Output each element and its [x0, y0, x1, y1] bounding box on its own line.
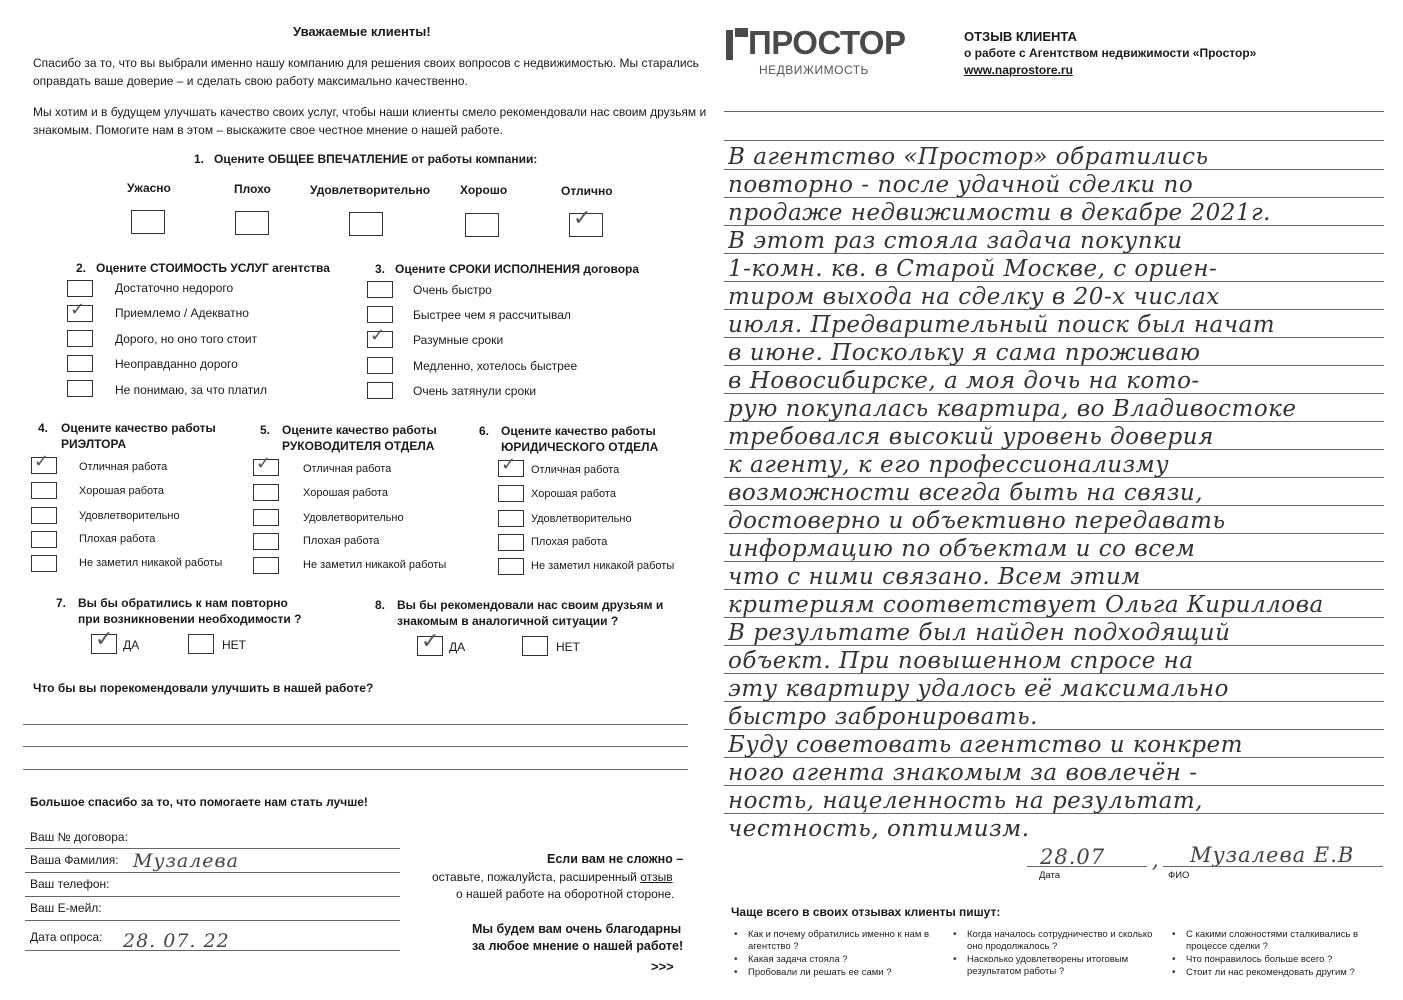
q5-heading-2: РУКОВОДИТЕЛЯ ОТДЕЛА	[282, 439, 435, 453]
q4-checkbox[interactable]	[31, 507, 57, 524]
bullet-icon: •	[1172, 967, 1176, 978]
handwritten-line: В результате был найден подходящий	[728, 622, 1231, 645]
rule-line	[724, 309, 1384, 310]
checkmark-icon: ✓	[421, 629, 440, 654]
q2-checkbox-checked[interactable]	[67, 299, 93, 322]
rule-line	[724, 111, 1384, 112]
handwritten-line: объект. При повышенном спросе на	[728, 650, 1194, 673]
tips-heading: Чаще всего в своих отзывах клиенты пишут:	[731, 905, 1001, 919]
q4-option-label: Плохая работа	[79, 533, 156, 545]
bullet-icon: •	[734, 967, 738, 978]
q1-option-label: Удовлетворительно	[310, 183, 431, 197]
handwritten-line: к агенту, к его профессионализму	[728, 454, 1170, 477]
q2-checkbox[interactable]	[67, 330, 93, 347]
q7-yes-checkbox-checked[interactable]	[91, 627, 117, 654]
q1-checkbox-checked[interactable]	[569, 206, 603, 237]
website-link[interactable]: www.naprostore.ru	[964, 63, 1073, 77]
q6-checkbox[interactable]	[498, 558, 524, 575]
handwritten-line: тиром выхода на сделку в 20-х числах	[728, 286, 1220, 309]
rule-line	[724, 757, 1384, 758]
q3-option-label: Очень затянули сроки	[413, 384, 537, 398]
grateful-text-2: за любое мнение о нашей работе!	[472, 939, 684, 953]
q7-no-label: НЕТ	[222, 638, 246, 652]
q4-option-label: Отличная работа	[79, 461, 168, 473]
checkmark-icon: ✓	[370, 325, 386, 346]
rule-line	[724, 785, 1384, 786]
bullet-icon: •	[1172, 929, 1176, 940]
date-caption: Дата	[1039, 870, 1061, 881]
q5-checkbox[interactable]	[253, 509, 279, 526]
rule-line	[724, 421, 1384, 422]
q3-heading: 3. Оцените СРОКИ ИСПОЛНЕНИЯ договора	[375, 262, 640, 276]
rule-line	[724, 561, 1384, 562]
q5-checkbox[interactable]	[253, 484, 279, 501]
q3-checkbox[interactable]	[367, 357, 393, 374]
rule-line	[724, 701, 1384, 702]
review-fio-value: Музалева Е.В	[1190, 843, 1355, 867]
q4-option-label: Хорошая работа	[79, 485, 164, 497]
review-link[interactable]: отзыв	[640, 870, 673, 884]
checkmark-icon: ✓	[573, 206, 592, 231]
checkmark-icon: ✓	[95, 627, 114, 652]
tip-item: Как и почему обратились именно к нам в агентство ?	[748, 929, 930, 952]
next-arrows-icon: >>>	[651, 959, 674, 974]
intro-text-2b: знакомым. Помогите нам в этом – выскажите свое честное мнение о нашей работе.	[33, 123, 503, 137]
q6-option-label: Отличная работа	[531, 464, 620, 476]
handwritten-line: ность, нацеленность на результат,	[728, 790, 1203, 813]
q2-option-label: Дорого, но оно того стоит	[115, 332, 258, 346]
checkmark-icon: ✓	[501, 454, 517, 475]
q3-option-label: Разумные сроки	[413, 333, 504, 347]
handwritten-line: Буду советовать агентство и конкрет	[728, 734, 1243, 757]
q4-checkbox-checked[interactable]	[31, 451, 57, 474]
rule-line	[724, 393, 1384, 394]
q7-number: 7.	[56, 596, 67, 610]
handwritten-line: информацию по объектам и со всем	[728, 538, 1196, 561]
tip-item: Что понравилось больше всего ?	[1186, 954, 1333, 965]
q6-number: 6.	[479, 424, 490, 438]
q1-checkbox[interactable]	[349, 212, 383, 236]
q6-heading-2: ЮРИДИЧЕСКОГО ОТДЕЛА	[501, 440, 659, 454]
bullet-icon: •	[734, 929, 738, 940]
rule-line	[724, 449, 1384, 450]
handwritten-line: В агентство «Простор» обратились	[728, 146, 1209, 169]
q5-option-label: Отличная работа	[303, 463, 392, 475]
handwritten-line: В этот раз стояла задача покупки	[728, 230, 1183, 253]
q7-no-checkbox[interactable]	[188, 634, 214, 654]
phone-label: Ваш телефон:	[30, 877, 110, 891]
q3-checkbox[interactable]	[367, 382, 393, 399]
tip-item: Стоит ли нас рекомендовать другим ?	[1186, 967, 1355, 978]
q8-no-checkbox[interactable]	[522, 636, 548, 656]
q7-yes-label: ДА	[123, 638, 140, 652]
q1-heading: 1. Оцените ОБЩЕЕ ВПЕЧАТЛЕНИЕ от работы компании:	[194, 152, 538, 166]
handwritten-line: в Новосибирске, а моя дочь на кото-	[728, 370, 1200, 393]
intro-text-1: Спасибо за то, что вы выбрали именно нашу компанию для решения своих вопросов с недвижимостью. Мы старались	[33, 56, 699, 70]
q4-checkbox[interactable]	[31, 531, 57, 548]
bullet-icon: •	[734, 954, 738, 965]
q8-yes-checkbox-checked[interactable]	[417, 629, 443, 656]
date-field[interactable]	[25, 950, 400, 951]
rule-line	[724, 225, 1384, 226]
handwritten-line: эту квартиру удалось её максимально	[728, 678, 1229, 701]
review-title: ОТЗЫВ КЛИЕНТА	[964, 29, 1077, 44]
q3-option-label: Быстрее чем я рассчитывал	[413, 308, 571, 322]
q2-option-label: Не понимаю, за что платил	[115, 383, 268, 397]
q2-option-label: Приемлемо / Адекватно	[115, 306, 249, 320]
rule-line	[724, 729, 1384, 730]
q8-heading-2: знакомым в аналогичной ситуации ?	[397, 614, 619, 628]
review-date-value: 28.07	[1040, 845, 1106, 869]
phone-field[interactable]	[25, 896, 400, 897]
q8-number: 8.	[375, 598, 386, 612]
handwritten-line: достоверно и объективно передавать	[728, 510, 1226, 533]
logo-text: ПРОСТОР	[748, 24, 906, 61]
q1-checkbox[interactable]	[235, 211, 269, 235]
q6-checkbox[interactable]	[498, 510, 524, 527]
thanks-text: Большое спасибо за то, что помогаете нам стать лучше!	[30, 795, 368, 809]
handwritten-line: что с ними связано. Всем этим	[728, 566, 1141, 589]
q1-option-label: Хорошо	[460, 183, 508, 197]
rule-line	[724, 365, 1384, 366]
logo-subtext: НЕДВИЖИМОСТЬ	[759, 63, 869, 77]
q5-checkbox[interactable]	[253, 533, 279, 550]
q8-yes-label: ДА	[449, 640, 466, 654]
tip-item: Пробовали ли решать ее сами ?	[748, 967, 892, 978]
q1-option-label: Ужасно	[127, 181, 171, 195]
tip-item: С какими сложностями сталкивались в процессе сделки ?	[1186, 929, 1359, 952]
q2-checkbox[interactable]	[67, 280, 93, 297]
q6-option-label: Не заметил никакой работы	[531, 560, 675, 572]
q4-checkbox[interactable]	[31, 555, 57, 572]
rule-line	[724, 477, 1384, 478]
q7-heading-2: при возникновении необходимости ?	[78, 612, 302, 626]
handwritten-line: честность, оптимизм.	[728, 818, 1030, 841]
q6-checkbox[interactable]	[498, 534, 524, 551]
q2-option-label: Неоправданно дорого	[115, 357, 238, 371]
note-heading: Если вам не сложно –	[547, 852, 684, 866]
q5-option-label: Плохая работа	[303, 535, 380, 547]
rule-line	[724, 140, 1384, 141]
handwritten-line: быстро забронировать.	[728, 706, 1038, 729]
email-label: Ваш Е-мейл:	[30, 901, 102, 915]
fio-caption: ФИО	[1168, 870, 1190, 881]
note-text-2: о нашей работе на оборотной стороне.	[456, 887, 675, 901]
handwritten-line: продаже недвижимости в декабре 2021г.	[728, 202, 1271, 225]
contract-label: Ваш № договора:	[30, 830, 128, 844]
handwritten-line: повторно - после удачной сделки по	[728, 174, 1194, 197]
q6-option-label: Хорошая работа	[531, 488, 616, 500]
date-label: Дата опроса:	[30, 930, 103, 944]
q5-checkbox[interactable]	[253, 557, 279, 574]
q5-number: 5.	[260, 423, 271, 437]
review-subtitle: о работе с Агентством недвижимости «Простор»	[964, 46, 1257, 60]
rule-line	[724, 337, 1384, 338]
surname-field[interactable]	[25, 872, 400, 873]
surname-value: Музалева	[133, 850, 239, 872]
checkmark-icon: ✓	[34, 451, 50, 472]
q5-heading: Оцените качество работы	[282, 423, 437, 437]
handwritten-line: рую покупалась квартира, во Владивостоке	[728, 398, 1297, 421]
handwritten-line: требовался высокий уровень доверия	[728, 426, 1214, 449]
q5-checkbox-checked[interactable]	[253, 453, 279, 476]
q2-heading: 2. Оцените СТОИМОСТЬ УСЛУГ агентства	[76, 261, 330, 275]
handwritten-line: в июне. Поскольку я сама проживаю	[728, 342, 1201, 365]
q8-heading: Вы бы рекомендовали нас своим друзьям и	[397, 598, 664, 612]
rule-line	[724, 169, 1384, 170]
note-text: оставьте, пожалуйста, расширенный отзыв	[432, 870, 673, 884]
bullet-icon: •	[953, 954, 957, 965]
q3-checkbox[interactable]	[367, 281, 393, 298]
q1-option-label: Отлично	[561, 184, 613, 198]
rule-line	[724, 533, 1384, 534]
q1-checkbox[interactable]	[131, 210, 165, 234]
answer-line[interactable]	[23, 746, 688, 747]
surname-label: Ваша Фамилия:	[30, 853, 119, 867]
answer-line[interactable]	[23, 724, 688, 725]
intro-text-2: Мы хотим и в будущем улучшать качество своих услуг, чтобы наши клиенты смело рекомендовали нас своим друзьям и	[33, 105, 707, 119]
q6-checkbox[interactable]	[498, 485, 524, 502]
email-field[interactable]	[25, 920, 400, 921]
q3-option-label: Медленно, хотелось быстрее	[413, 359, 578, 373]
handwritten-line: ного агента знакомым за вовлечён -	[728, 762, 1198, 785]
q4-option-label: Удовлетворительно	[79, 510, 180, 522]
q3-checkbox[interactable]	[367, 306, 393, 323]
rule-line	[724, 813, 1384, 814]
q2-checkbox[interactable]	[67, 380, 93, 397]
q2-checkbox[interactable]	[67, 355, 93, 372]
handwritten-line: 1-комн. кв. в Старой Москве, с ориен-	[728, 258, 1218, 281]
q3-option-label: Очень быстро	[413, 283, 492, 297]
q6-checkbox-checked[interactable]	[498, 454, 524, 477]
q4-heading: Оцените качество работы	[61, 421, 216, 435]
q6-option-label: Плохая работа	[531, 536, 608, 548]
bullet-icon: •	[953, 929, 957, 940]
rule-line	[724, 281, 1384, 282]
q5-option-label: Не заметил никакой работы	[303, 559, 447, 571]
rule-line	[724, 645, 1384, 646]
rule-line	[724, 673, 1384, 674]
q6-heading: Оцените качество работы	[501, 424, 656, 438]
date-value: 28. 07. 22	[123, 930, 230, 952]
contract-field[interactable]	[25, 848, 400, 849]
rule-line	[724, 253, 1384, 254]
q4-option-label: Не заметил никакой работы	[79, 557, 223, 569]
q5-option-label: Хорошая работа	[303, 487, 388, 499]
answer-line[interactable]	[23, 769, 688, 770]
rule-line	[724, 505, 1384, 506]
handwritten-line: июля. Предварительный поиск был начат	[728, 314, 1276, 337]
handwritten-line: возможности всегда быть на связи,	[728, 482, 1204, 505]
intro-text-1b: оправдать ваше доверие – и сделать свою работу максимально качественно.	[33, 74, 468, 88]
logo-mark-icon	[726, 28, 748, 62]
q1-option-label: Плохо	[234, 182, 271, 196]
grateful-text: Мы будем вам очень благодарны	[472, 922, 682, 936]
q2-option-label: Достаточно недорого	[115, 281, 234, 295]
rule-line	[724, 617, 1384, 618]
q4-heading-2: РИЭЛТОРА	[61, 437, 127, 451]
page-title: Уважаемые клиенты!	[293, 24, 431, 39]
q5-option-label: Удовлетворительно	[303, 512, 404, 524]
rule-line	[724, 197, 1384, 198]
fio-sign-line[interactable]	[1163, 866, 1383, 867]
bullet-icon: •	[1172, 954, 1176, 965]
rule-line	[724, 589, 1384, 590]
q1-checkbox[interactable]	[465, 213, 499, 237]
checkmark-icon: ✓	[70, 299, 86, 320]
tip-item: Какая задача стояла ?	[748, 954, 848, 965]
checkmark-icon: ✓	[256, 453, 272, 474]
separator-comma-icon: ,	[1152, 848, 1160, 872]
improve-question: Что бы вы порекомендовали улучшить в нашей работе?	[33, 681, 374, 695]
q4-checkbox[interactable]	[31, 482, 57, 499]
q7-heading: Вы бы обратились к нам повторно	[78, 596, 288, 610]
tip-item: Насколько удовлетворены итоговым результатом работы ?	[967, 954, 1129, 977]
handwritten-line: критериям соответствует Ольга Кириллова	[728, 594, 1324, 617]
q8-no-label: НЕТ	[556, 640, 580, 654]
date-sign-line[interactable]	[1027, 866, 1147, 867]
tip-item: Когда началось сотрудничество и сколько оно продолжалось ?	[967, 929, 1153, 952]
q6-option-label: Удовлетворительно	[531, 513, 632, 525]
q4-number: 4.	[38, 421, 49, 435]
q3-checkbox-checked[interactable]	[367, 325, 393, 348]
